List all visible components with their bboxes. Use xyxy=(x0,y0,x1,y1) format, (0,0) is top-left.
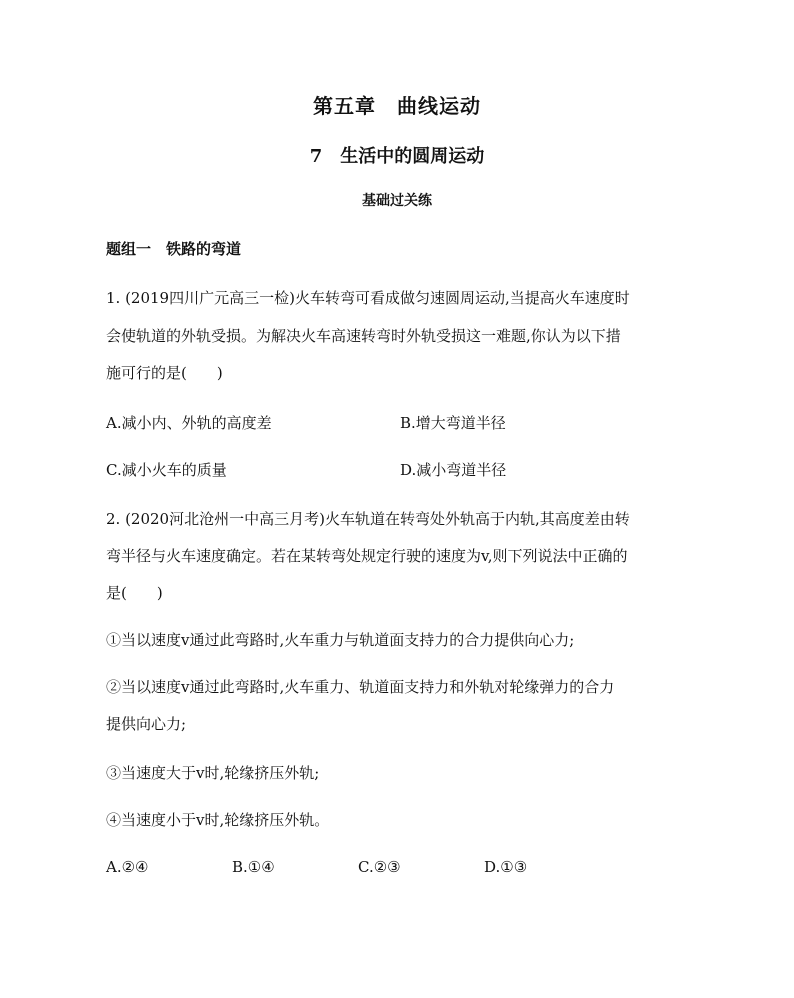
question-1-option-a: A.减小内、外轨的高度差 xyxy=(106,414,272,432)
question-2-line-3 xyxy=(106,582,163,603)
question-1-line-2: 会使轨道的外轨受损。为解决火车高速转弯时外轨受损这一难题,你认为以下措 xyxy=(106,327,621,345)
statement-1: ①当以速度v通过此弯路时,火车重力与轨道面支持力的合力提供向心力; xyxy=(106,631,575,649)
section-title: 7 生活中的圆周运动 xyxy=(309,146,485,167)
question-1-stem-end: 施可行的是( xyxy=(106,364,187,382)
statement-2-line-1: ②当以速度v通过此弯路时,火车重力、轨道面支持力和外轨对轮缘弹力的合力 xyxy=(106,678,615,696)
question-2-option-d: D.①③ xyxy=(484,858,528,876)
question-1-paren-close: ) xyxy=(216,364,223,382)
question-2-option-c: C.②③ xyxy=(358,858,401,876)
question-2-line-2: 弯半径与火车速度确定。若在某转弯处规定行驶的速度为v,则下列说法中正确的 xyxy=(106,547,628,565)
question-2-paren-close: ) xyxy=(156,584,163,602)
question-2-option-b: B.①④ xyxy=(232,858,275,876)
question-2-option-a: A.②④ xyxy=(106,858,149,876)
question-group-title: 题组一 铁路的弯道 xyxy=(106,240,242,258)
statement-4: ④当速度小于v时,轮缘挤压外轨。 xyxy=(106,811,330,829)
chapter-title: 第五章 曲线运动 xyxy=(313,94,481,118)
question-2-line-1: 2. (2020河北沧州一中高三月考)火车轨道在转弯处外轨高于内轨,其高度差由转 xyxy=(106,510,630,528)
question-2-stem-end: 是( xyxy=(106,584,127,602)
statement-2-line-2: 提供向心力; xyxy=(106,715,187,733)
question-1-option-c: C.减小火车的质量 xyxy=(106,461,227,479)
question-1-option-d: D.减小弯道半径 xyxy=(400,461,507,479)
question-1-option-b: B.增大弯道半径 xyxy=(400,414,506,432)
question-1-line-3 xyxy=(106,362,223,383)
subsection-title: 基础过关练 xyxy=(362,193,432,209)
question-1-line-1: 1. (2019四川广元高三一检)火车转弯可看成做匀速圆周运动,当提高火车速度时 xyxy=(106,289,630,307)
statement-3: ③当速度大于v时,轮缘挤压外轨; xyxy=(106,764,320,782)
